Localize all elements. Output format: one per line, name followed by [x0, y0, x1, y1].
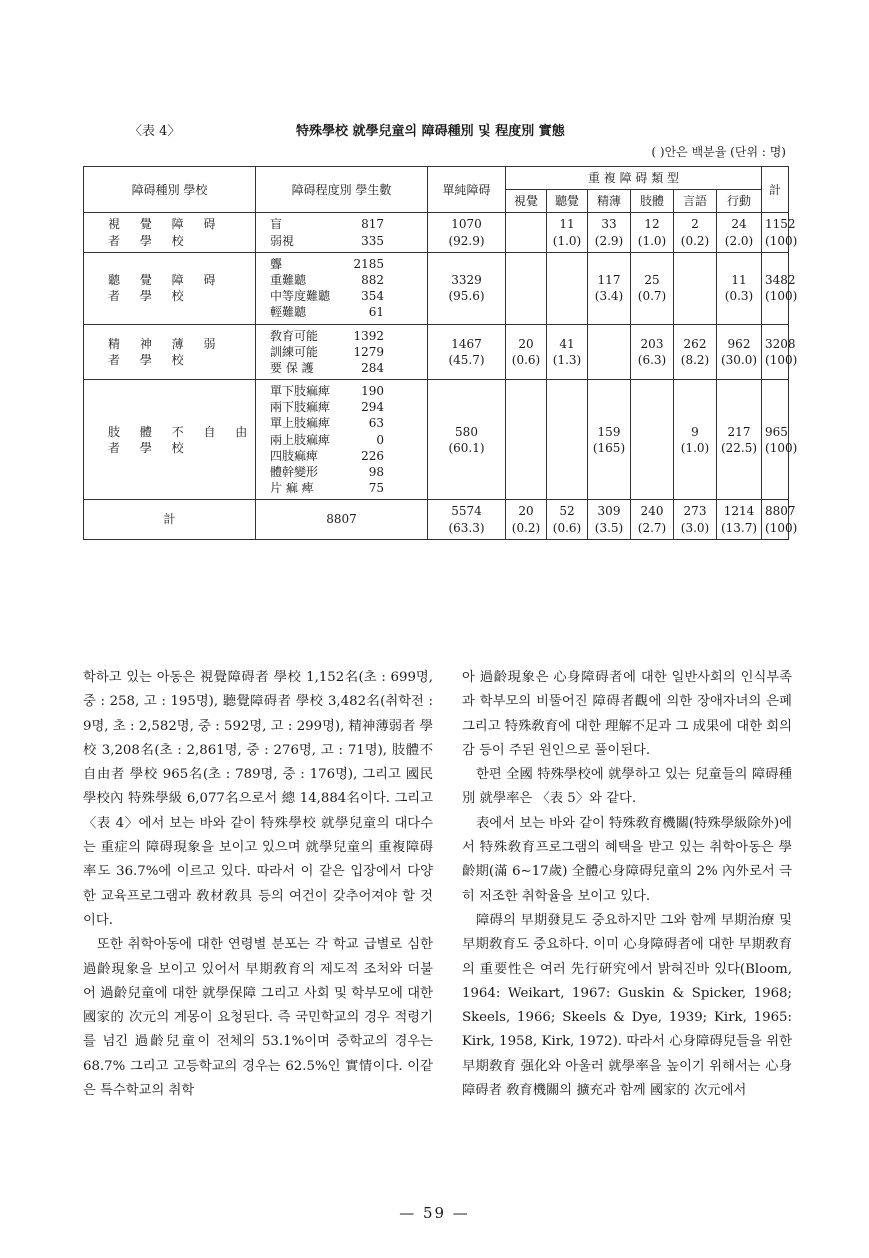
multiple-cell	[631, 324, 674, 380]
body-paragraph: 表에서 보는 바와 같이 特殊敎育機關(特殊學級除外)에서 特殊敎育프로그램의 혜택을 받고 있는 취학아동은 學齡期(滿 6∼17歲) 全體心身障碍兒童의 2% 內外로서 극히 저조한 취학율을 보이고 있다.	[462, 815, 792, 904]
multiple-cell	[588, 252, 631, 324]
multiple-cell	[588, 324, 631, 380]
header-degree: 障碍程度別 學生數	[256, 167, 428, 213]
cell-value: 217	[727, 424, 751, 439]
cell-value: 1214	[723, 504, 755, 519]
cell-value: (1.3)	[552, 352, 582, 367]
degree-list	[256, 324, 428, 380]
multiple-cell	[631, 252, 674, 324]
table-row	[84, 252, 789, 324]
subheader-cell: 言語	[674, 190, 717, 213]
multiple-cell	[588, 380, 631, 500]
cell-value: (2.0)	[724, 233, 754, 248]
table-body	[84, 213, 798, 539]
sum-total	[762, 500, 798, 539]
degree-count: 284	[361, 360, 384, 375]
sum-row	[84, 500, 789, 539]
multiple-cell	[547, 213, 588, 252]
degree-line	[270, 432, 424, 448]
degree-label: 要 保 護	[270, 360, 314, 375]
sum-multiple-cell	[631, 500, 674, 539]
degree-list	[256, 213, 428, 252]
subheader-cell: 視覺	[506, 190, 547, 213]
table-row	[84, 324, 789, 380]
cell-value: (0.7)	[637, 289, 667, 304]
degree-line	[270, 399, 424, 415]
degree-line	[270, 415, 424, 431]
body-column-right	[462, 666, 792, 1103]
multiple-cell	[588, 213, 631, 252]
degree-line	[270, 288, 424, 304]
cell-value: 33	[601, 217, 617, 232]
cell-value: (2.9)	[594, 233, 624, 248]
body-paragraph: 障碍의 早期發見도 중요하지만 그와 함께 早期治療 및 早期敎育도 중요하다. 이미 心身障碍者에 대한 早期敎育의 重要性은 여러 先行硏究에서 밝혀진바 있다(Bloom, 1964: Weikart, 1967: Guskin & Spicker, 1968; Skeels, 1966; Skeels & Dye, 1939; Kirk, 1965: Kirk, 1958, Kirk, 1972). 따라서 心身障碍兒들을 위한 早期敎育 强化와 아울러 就學率을 높이기 위해서는 心身障碍者 敎育機關의 擴充과 함께 國家的 次元에서	[462, 912, 792, 1099]
cell-value: (0.3)	[724, 289, 754, 304]
degree-count: 354	[361, 289, 384, 304]
sum-label: 計	[84, 500, 256, 539]
multiple-cell	[506, 213, 547, 252]
cell-value: 20	[518, 336, 534, 351]
degree-label: 體幹變形	[270, 465, 319, 479]
degree-label: 盲	[270, 217, 283, 232]
cell-value: 3329	[451, 272, 482, 287]
degree-line	[270, 272, 424, 288]
multiple-cell	[674, 324, 717, 380]
degree-label: 敎育可能	[270, 328, 319, 343]
cell-value: 1467	[451, 336, 482, 351]
multiple-cell	[717, 324, 762, 380]
total-cell	[762, 380, 798, 500]
degree-count: 226	[361, 448, 384, 463]
degree-line	[270, 216, 424, 232]
table-title: 特殊學校 就學兒童의 障碍種別 및 程度別 實態	[296, 124, 565, 139]
school-name	[84, 324, 256, 380]
degree-count: 63	[368, 416, 384, 431]
cell-value: (100)	[765, 352, 798, 367]
school-name	[84, 252, 256, 324]
degree-count: 75	[368, 481, 384, 496]
subheader-cell: 精薄	[588, 190, 631, 213]
single-cell	[428, 213, 506, 252]
multiple-cell	[506, 324, 547, 380]
degree-line	[270, 328, 424, 344]
cell-value: 1152	[765, 217, 796, 232]
cell-value: (0.2)	[680, 233, 710, 248]
multiple-cell	[547, 380, 588, 500]
multiple-cell	[717, 380, 762, 500]
school-name-line: 者 學 校	[108, 352, 192, 367]
cell-value: (22.5)	[720, 440, 758, 455]
cell-value: 52	[559, 504, 575, 519]
multiple-cell	[717, 252, 762, 324]
degree-label: 四肢痲痺	[270, 448, 319, 463]
page-number: — 59 —	[399, 1204, 470, 1222]
degree-count: 1392	[353, 328, 384, 343]
cell-value: (8.2)	[680, 352, 710, 367]
degree-count: 1279	[353, 344, 384, 359]
school-name-line: 者 學 校	[108, 233, 192, 248]
degree-label: 中等度難聽	[270, 289, 331, 304]
cell-value: 24	[731, 217, 747, 232]
sum-multiple-cell	[506, 500, 547, 539]
cell-value: (63.3)	[448, 520, 485, 535]
degree-line	[270, 360, 424, 376]
degree-count: 817	[361, 217, 384, 232]
cell-value: (2.7)	[637, 520, 667, 535]
header-school: 障碍種別 學校	[84, 167, 256, 213]
cell-value: (45.7)	[448, 352, 485, 367]
cell-value: (0.2)	[511, 520, 541, 535]
sum-students: 8807	[256, 500, 428, 539]
body-paragraph: 한편 全國 特殊學校에 就學하고 있는 兒童들의 障碍種別 就學率은 〈表 5〉와 같다.	[462, 767, 792, 807]
cell-value: 580	[455, 424, 478, 439]
school-name-line: 精 神 薄 弱	[108, 336, 224, 351]
cell-value: 5574	[451, 504, 482, 519]
cell-value: 41	[559, 336, 575, 351]
cell-value: 117	[597, 272, 621, 287]
total-cell	[762, 252, 798, 324]
cell-value: (6.3)	[637, 352, 667, 367]
table-note: ( )안은 백분율 (단위 : 명)	[651, 145, 786, 159]
school-name-line: 視 覺 障 碍	[108, 217, 224, 232]
degree-label: 弱視	[270, 233, 295, 248]
cell-value: 203	[640, 336, 664, 351]
multiple-cell	[547, 252, 588, 324]
degree-label: 兩上肢痲痺	[270, 432, 331, 447]
cell-value: 12	[644, 217, 660, 232]
degree-label: 重難聽	[270, 272, 307, 287]
cell-value: 11	[731, 272, 747, 287]
multiple-cell	[674, 252, 717, 324]
degree-count: 294	[361, 400, 384, 415]
degree-label: 片 痲 痺	[270, 481, 314, 496]
cell-value: (100)	[765, 520, 798, 535]
sum-multiple-cell	[717, 500, 762, 539]
degree-line	[270, 383, 424, 399]
degree-list	[256, 252, 428, 324]
body-paragraph: 학하고 있는 아동은 視覺障碍者 學校 1,152名(초 : 699명, 중 : 258, 고 : 195명), 聽覺障碍者 學校 3,482名(취학전 : 9명, 초 : 2,582명, 중 : 592명, 고 : 299명), 精神薄弱者 學校 3,208名(초 : 2,861명, 중 : 276명, 고 : 71명), 肢體不自由者 學校 965名(초 : 789명, 중 : 176명), 그리고 國民學校內 特殊學級 6,077名으로서 總 14,884名이다. 그리고 〈表 4〉에서 보는 바와 같이 特殊學校 就學兒童의 대다수는 重症의 障碍現象을 보이고 있으며 就學兒童의 重複障碍率도 36.7%에 이르고 있다. 따라서 이 같은 입장에서 다양한 교육프로그램과 敎材敎具 등의 여건이 갖추어져야 할 것이다.	[83, 670, 433, 928]
degree-label: 兩下肢痲痺	[270, 400, 331, 415]
cell-value: 159	[597, 424, 621, 439]
degree-count: 2185	[353, 256, 384, 271]
multiple-cell	[506, 252, 547, 324]
school-name	[84, 380, 256, 500]
degree-label: 輕難聽	[270, 305, 307, 320]
degree-label: 訓練可能	[270, 344, 319, 359]
degree-line	[270, 304, 424, 320]
degree-label: 單上肢痲痺	[270, 416, 331, 431]
multiple-cell	[717, 213, 762, 252]
school-name	[84, 213, 256, 252]
degree-count: 0	[376, 432, 384, 447]
degree-line	[270, 448, 424, 464]
sum-multiple-cell	[547, 500, 588, 539]
cell-value: 240	[640, 504, 664, 519]
table-row	[84, 213, 789, 252]
cell-value: 309	[597, 504, 621, 519]
cell-value: (100)	[765, 289, 798, 304]
cell-value: 8807	[765, 504, 796, 519]
degree-line	[270, 464, 424, 480]
cell-value: (1.0)	[637, 233, 667, 248]
cell-value: 1070	[451, 217, 482, 232]
single-cell	[428, 324, 506, 380]
degree-count: 98	[368, 465, 384, 479]
cell-value: (95.6)	[448, 289, 485, 304]
cell-value: 273	[683, 504, 707, 519]
cell-value: (3.4)	[594, 289, 624, 304]
degree-count: 190	[361, 384, 384, 399]
body-paragraph: 아 過齡現象은 心身障碍者에 대한 일반사회의 인식부족과 학부모의 비뚤어진 障碍者觀에 의한 장애자녀의 은폐 그리고 特殊敎育에 대한 理解不足과 그 成果에 대한 회의감 등이 주된 원인으로 풀이된다.	[462, 670, 792, 758]
degree-count: 61	[368, 305, 384, 320]
cell-value: (1.0)	[680, 440, 710, 455]
total-cell	[762, 213, 798, 252]
cell-value: (100)	[765, 233, 798, 248]
multiple-cell	[631, 213, 674, 252]
school-name-line: 者 學 校	[108, 289, 192, 304]
school-name-line: 者 學 校	[108, 440, 192, 455]
cell-value: (100)	[765, 440, 798, 455]
subheader-cell: 行動	[717, 190, 762, 213]
cell-value: 2	[691, 217, 699, 232]
cell-value: 9	[691, 424, 699, 439]
sum-single	[428, 500, 506, 539]
header-multiple: 重 複 障 碍 類 型	[506, 167, 762, 190]
cell-value: 20	[518, 504, 534, 519]
table-row	[84, 380, 789, 500]
degree-list	[256, 380, 428, 500]
cell-value: (3.5)	[594, 520, 624, 535]
cell-value: (13.7)	[720, 520, 758, 535]
multiple-cell	[631, 380, 674, 500]
body-paragraph: 또한 취학아동에 대한 연령별 분포는 각 학교 급별로 심한 過齡現象을 보이고 있어서 早期敎育의 제도적 조처와 더불어 過齡兒童에 대한 就學保障 그리고 사회 및 학부모에 대한 國家的 次元의 계몽이 요청된다. 즉 국민학교의 경우 적령기를 넘긴 過齡兒童이 전체의 53.1%이며 중학교의 경우는 68.7% 그리고 고등학교의 경우는 62.5%인 實情이다. 이같은 특수학교의 취학	[83, 937, 433, 1099]
degree-line	[270, 256, 424, 272]
degree-count: 335	[361, 233, 384, 248]
cell-value: 3482	[765, 272, 796, 287]
header-single: 單純障碍	[428, 167, 506, 213]
school-name-line: 聽 覺 障 碍	[108, 272, 224, 287]
degree-line	[270, 344, 424, 360]
cell-value: (60.1)	[448, 440, 485, 455]
multiple-cell	[674, 380, 717, 500]
cell-value: 962	[727, 336, 751, 351]
degree-line	[270, 233, 424, 249]
degree-label: 聾	[270, 256, 283, 271]
cell-value: (1.0)	[552, 233, 582, 248]
cell-value: 3208	[765, 336, 796, 351]
cell-value: (30.0)	[720, 352, 758, 367]
cell-value: 262	[683, 336, 707, 351]
cell-value: (92.9)	[448, 233, 485, 248]
degree-line	[270, 480, 424, 496]
multiple-cell	[547, 324, 588, 380]
sum-multiple-cell	[588, 500, 631, 539]
cell-value: 965	[765, 424, 788, 439]
sum-multiple-cell	[674, 500, 717, 539]
multiple-cell	[674, 213, 717, 252]
cell-value: (0.6)	[552, 520, 582, 535]
cell-value: (165)	[592, 440, 626, 455]
cell-value: 11	[559, 217, 575, 232]
body-column-left	[83, 666, 433, 1103]
single-cell	[428, 380, 506, 500]
header-total: 計	[762, 167, 789, 213]
data-table	[83, 166, 798, 540]
cell-value: (0.6)	[511, 352, 541, 367]
degree-label: 單下肢痲痺	[270, 384, 331, 399]
multiple-cell	[506, 380, 547, 500]
table-label: 〈表 4〉	[129, 124, 181, 139]
subheader-cell: 肢體	[631, 190, 674, 213]
subheader-cell: 聽覺	[547, 190, 588, 213]
school-name-line: 肢 體 不 自 由	[108, 424, 256, 439]
degree-count: 882	[361, 272, 384, 287]
single-cell	[428, 252, 506, 324]
cell-value: 25	[644, 272, 660, 287]
total-cell	[762, 324, 798, 380]
cell-value: (3.0)	[680, 520, 710, 535]
